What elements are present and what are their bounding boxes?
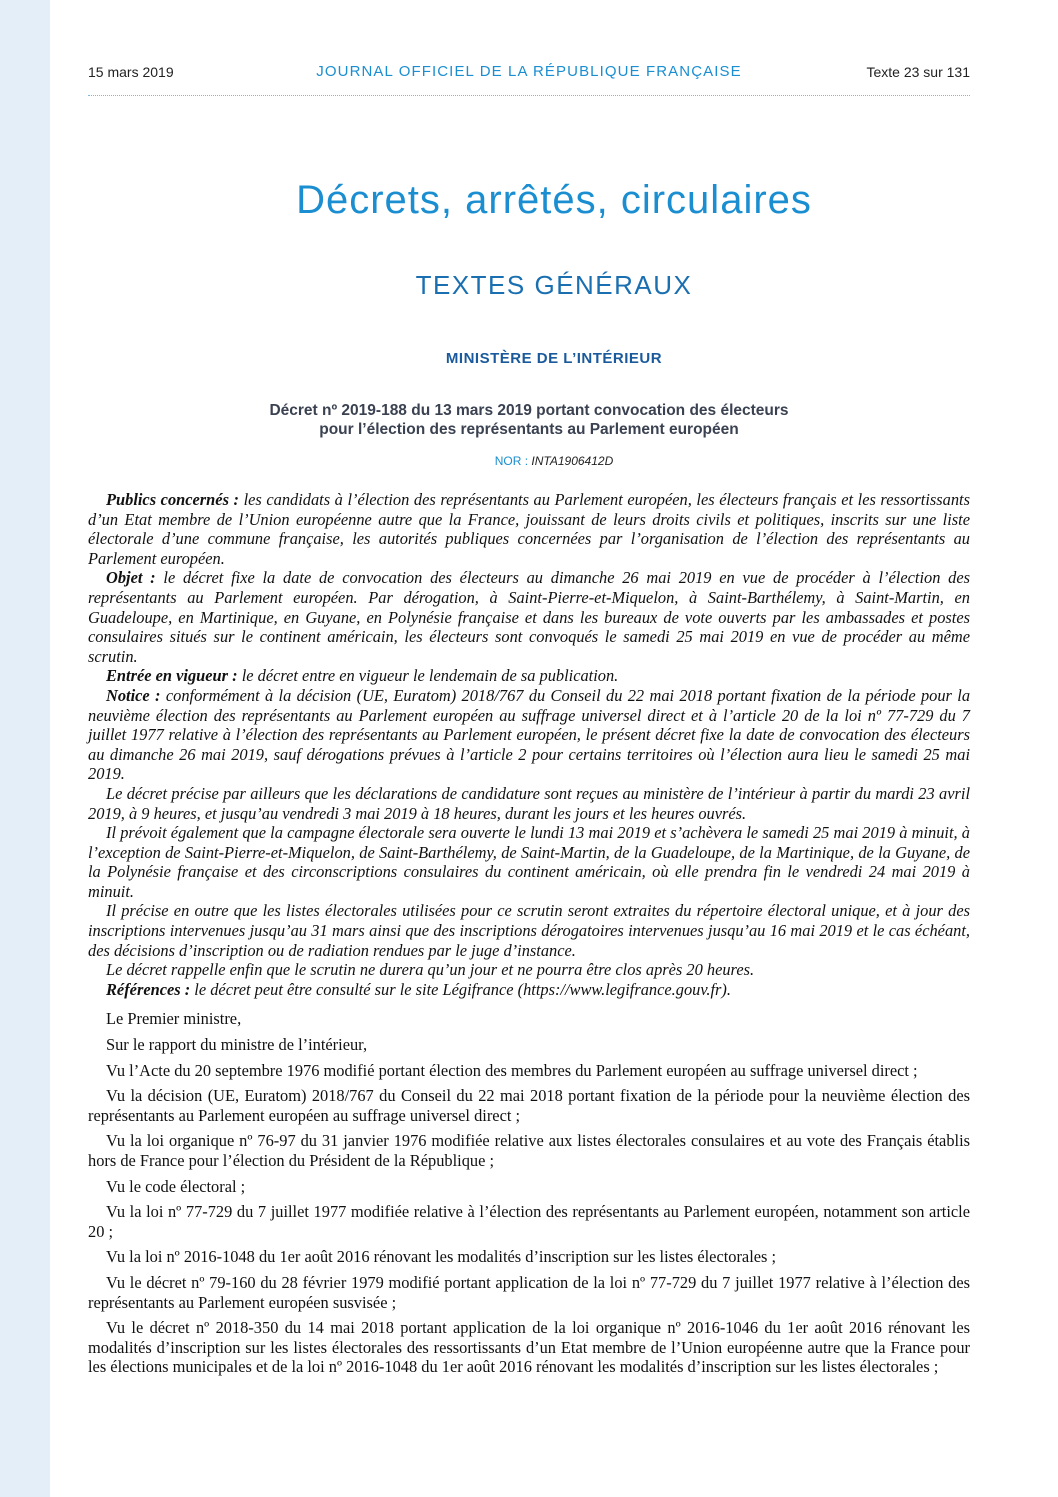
- visa-paragraph: Vu le code électoral ;: [106, 1176, 246, 1196]
- decree-title-line-1: Décret nº 2019-188 du 13 mars 2019 portant convocation des électeurs: [269, 402, 789, 419]
- ministry-heading: MINISTÈRE DE L’INTÉRIEUR: [445, 350, 663, 367]
- summary-text: conformément à la décision (UE, Euratom) 2018/767 du Conseil du 22 mai 2018 portant fixation de la période pour la neuvième élection des représentants au Parlement européen au suffrage universel direct et à l’article 20 de la loi nº 77-729 du 7 juillet 1977 relative à l’élection des représentants au Parlement européen, le présent décret fixe la date de convocation des électeurs au dimanche 26 mai 2019, sauf dérogations prévues à l’article 2 pour certains territoires où l’élection aura lieu le samedi 25 mai 2019.: [88, 685, 971, 784]
- page-title: Décrets, arrêtés, circulaires: [296, 178, 812, 222]
- header-rule: [88, 95, 970, 96]
- summary-paragraph: [88, 823, 970, 901]
- header-date: 15 mars 2019: [88, 64, 174, 80]
- visa-paragraph: Le Premier ministre,: [106, 1009, 242, 1029]
- summary-text: Il prévoit également que la campagne électorale sera ouverte le lundi 13 mai 2019 et s’achèvera le samedi 25 mai 2019 à minuit, à l’exception de Saint-Pierre-et-Miquelon, de Saint-Barthélemy, de Saint-Martin, de la Guadeloupe, de la Martinique, de la Guyane, de la Polynésie française et des circonscriptions consulaires du continent américain, où elle prendra fin le vendredi 24 mai 2019 à minuit.: [88, 823, 970, 901]
- decree-body: [88, 490, 970, 1383]
- nor-label: NOR :: [494, 454, 532, 468]
- summary-text: Il précise en outre que les listes électorales utilisées pour ce scrutin seront extraites du répertoire électoral unique, et à jour des inscriptions intervenues jusqu’au 31 mars ainsi que des inscriptions dérogatoires intervenues jusqu’au 16 mai 2019 et le cas échéant, des décisions d’inscription ou de radiation rendues par le juge d’instance.: [88, 901, 970, 960]
- summary-paragraph: [88, 901, 970, 960]
- visa-paragraph: Vu le décret nº 79-160 du 28 février 1979 modifié portant application de la loi nº 77-729 du 7 juillet 1977 relative à l’élection des représentants au Parlement européen susvisée ;: [88, 1272, 970, 1312]
- nor-value: INTA1906412D: [531, 454, 614, 468]
- nor-reference: [50, 454, 1058, 468]
- decree-title: [100, 401, 958, 439]
- visa-paragraph: Vu l’Acte du 20 septembre 1976 modifié portant élection des membres du Parlement européen au suffrage universel direct ;: [106, 1060, 918, 1080]
- visa-paragraph: Sur le rapport du ministre de l’intérieur,: [106, 1035, 368, 1055]
- summary-label: Notice :: [106, 685, 161, 705]
- visa-paragraph: Vu la décision (UE, Euratom) 2018/767 du Conseil du 22 mai 2018 portant fixation de la période pour la neuvième élection des représentants au Parlement européen au suffrage universel direct ;: [88, 1086, 970, 1125]
- summary-paragraph: [88, 568, 970, 666]
- visa-paragraph: Vu la loi nº 2016-1048 du 1er août 2016 rénovant les modalités d’inscription sur les listes électorales ;: [106, 1247, 777, 1267]
- summary-block: [88, 490, 970, 999]
- visa-paragraph: Vu la loi nº 77-729 du 7 juillet 1977 modifiée relative à l’élection des représentants au Parlement européen, notamment son article 20 ;: [88, 1202, 970, 1241]
- page-header: [88, 60, 970, 86]
- section-title: TEXTES GÉNÉRAUX: [415, 270, 693, 300]
- summary-text: Le décret précise par ailleurs que les déclarations de candidature sont reçues au ministère de l’intérieur à partir du mardi 23 avril 2019, à 9 heures, et jusqu’au vendredi 3 mai 2019 à 18 heures, durant les jours et les heures ouvrés.: [88, 783, 970, 823]
- decree-title-line-2: pour l’élection des représentants au Parlement européen: [319, 421, 739, 438]
- summary-label: Références :: [106, 979, 191, 999]
- summary-text: les candidats à l’élection des représentants au Parlement européen, les électeurs français et les ressortissants d’un Etat membre de l’Union européenne autre que la France, jouissant de leurs droits civils et politiques, inscrits sur une liste électorale d’une commune française, les autorités publiques concernées par l’organisation de l’élection des représentants au Parlement européen.: [88, 490, 970, 568]
- visas-block: [88, 1009, 970, 1377]
- header-text-number: Texte 23 sur 131: [866, 64, 970, 80]
- left-margin-band: [0, 0, 50, 1497]
- summary-paragraph: [88, 784, 970, 823]
- summary-paragraph: [88, 490, 970, 568]
- header-journal-title: JOURNAL OFFICIEL DE LA RÉPUBLIQUE FRANÇAISE: [316, 63, 742, 80]
- summary-text: le décret fixe la date de convocation des électeurs au dimanche 26 mai 2019 en vue de procéder à l’élection des représentants au Parlement européen. Par dérogation, à Saint-Pierre-et-Miquelon, à Saint-Barthélemy, à Saint-Martin, en Guadeloupe, en Martinique, en Guyane, en Polynésie française et dans les bureaux de vote ouverts par les ambassades et postes consulaires situés sur le continent américain, les électeurs sont convoqués le samedi 25 mai 2019 en vue de procéder au même scrutin.: [88, 568, 970, 666]
- visa-paragraph: Vu la loi organique nº 76-97 du 31 janvier 1976 modifiée relative aux listes électorales consulaires et au vote des Français établis hors de France pour l’élection du Président de la République ;: [88, 1131, 970, 1170]
- summary-label: Publics concernés :: [106, 490, 239, 509]
- summary-paragraph: [88, 960, 970, 980]
- visa-paragraph: Vu le décret nº 2018-350 du 14 mai 2018 portant application de la loi organique nº 2016-1046 du 1er août 2016 rénovant les modalités d’inscription sur les listes électorales des ressortissants d’un Etat membre de l’Union européenne autre que la France pour les élections municipales et de la loi nº 2016-1048 du 1er août 2016 rénovant les modalités d’inscription sur les listes électorales ;: [88, 1318, 970, 1377]
- summary-paragraph: [88, 980, 970, 1000]
- summary-label: Objet :: [106, 568, 156, 588]
- summary-text: Le décret rappelle enfin que le scrutin ne durera qu’un jour et ne pourra être clos après 20 heures.: [106, 960, 755, 980]
- summary-text: le décret peut être consulté sur le site Légifrance (https://www.legifrance.gouv.fr).: [190, 979, 731, 999]
- summary-paragraph: [88, 666, 970, 686]
- summary-text: le décret entre en vigueur le lendemain de sa publication.: [237, 666, 619, 686]
- summary-label: Entrée en vigueur :: [106, 666, 238, 686]
- summary-paragraph: [88, 686, 970, 784]
